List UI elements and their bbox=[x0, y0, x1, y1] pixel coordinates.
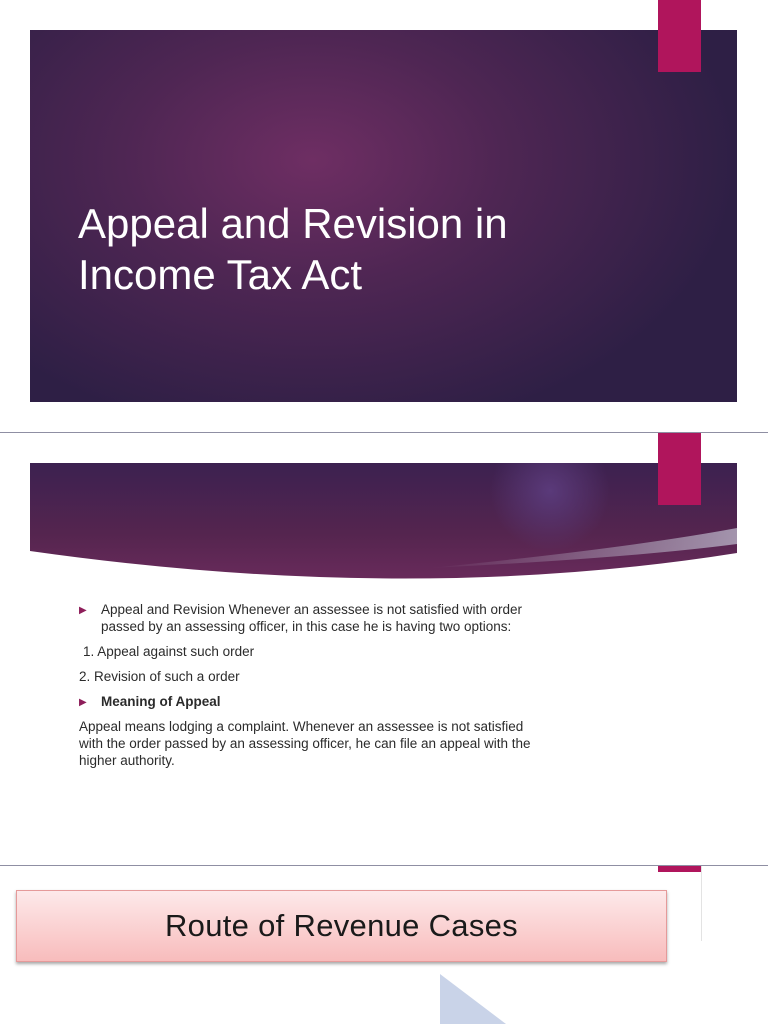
route-header-box bbox=[16, 890, 667, 962]
slide-title bbox=[0, 0, 768, 432]
header-banner bbox=[30, 463, 737, 583]
slide-route bbox=[0, 866, 768, 1024]
slide-content bbox=[0, 433, 768, 865]
bullet-item bbox=[79, 601, 639, 635]
paragraph-line-2: with the order passed by an assessing officer, he can file an appeal with the bbox=[79, 736, 531, 751]
slide-edge-line bbox=[701, 866, 702, 941]
paragraph bbox=[79, 718, 639, 769]
bullet-arrow-icon: ▶ bbox=[79, 605, 87, 616]
bullet-heading bbox=[79, 693, 639, 710]
bullet-text-line-2: passed by an assessing officer, in this case he is having two options: bbox=[101, 619, 512, 634]
numbered-item-1: 1. Appeal against such order bbox=[83, 644, 255, 659]
title-line-1: Appeal and Revision in bbox=[78, 200, 508, 247]
accent-tab bbox=[658, 866, 701, 872]
slide-title-text bbox=[78, 198, 678, 300]
heading-text: Meaning of Appeal bbox=[101, 694, 221, 709]
paragraph-line-3: higher authority. bbox=[79, 753, 175, 768]
bullet-text-line-1: Appeal and Revision Whenever an assessee is not satisfied with order bbox=[101, 602, 522, 617]
numbered-item-2: 2. Revision of such a order bbox=[79, 669, 240, 684]
slide-body bbox=[79, 601, 639, 769]
triangle-shape bbox=[440, 974, 506, 1024]
accent-tab bbox=[658, 0, 701, 72]
accent-tab bbox=[658, 433, 701, 505]
route-header-text: Route of Revenue Cases bbox=[165, 908, 518, 943]
bullet-arrow-icon: ▶ bbox=[79, 697, 87, 708]
paragraph-line-1: Appeal means lodging a complaint. Whenever an assessee is not satisfied bbox=[79, 719, 524, 734]
title-line-2: Income Tax Act bbox=[78, 251, 363, 298]
